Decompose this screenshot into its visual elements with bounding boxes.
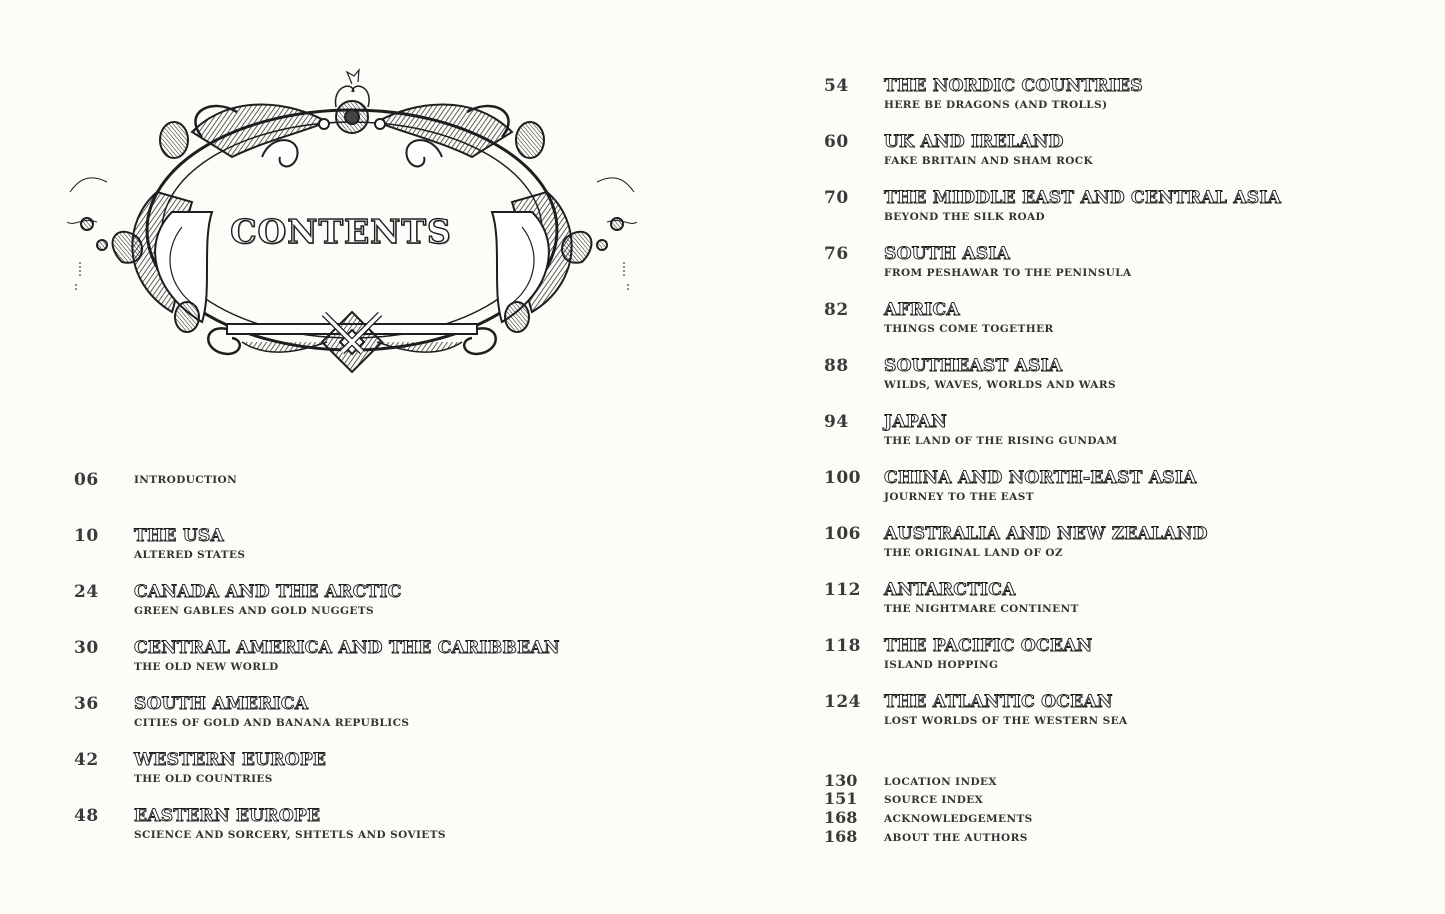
entry-title: CENTRAL AMERICA AND THE CARIBBEAN	[134, 638, 560, 658]
entry-title: THE USA	[134, 526, 224, 546]
entry-subtitle: THE LAND OF THE RISING GUNDAM	[884, 435, 1118, 447]
entry-subtitle: ALTERED STATES	[134, 549, 246, 561]
page-number: 48	[74, 806, 99, 826]
entry-title: ACKNOWLEDGEMENTS	[884, 813, 1033, 825]
entry-title: THE NORDIC COUNTRIES	[884, 76, 1143, 96]
entry-subtitle: HERE BE DRAGONS (AND TROLLS)	[884, 99, 1108, 111]
page-number: 118	[824, 636, 861, 656]
entry-subtitle: LOST WORLDS OF THE WESTERN SEA	[884, 715, 1128, 727]
entry-subtitle: THE OLD NEW WORLD	[134, 661, 279, 673]
page-number: 36	[74, 694, 99, 714]
entry-subtitle: BEYOND THE SILK ROAD	[884, 211, 1046, 223]
entry-subtitle: FAKE BRITAIN AND SHAM ROCK	[884, 155, 1094, 167]
entry-title: ANTARCTICA	[884, 580, 1016, 600]
page-number: 10	[74, 526, 99, 546]
page-number: 54	[824, 76, 849, 96]
page-number: 151	[824, 789, 858, 808]
entry-title: SOUTH ASIA	[884, 244, 1011, 264]
entry-title: THE MIDDLE EAST AND CENTRAL ASIA	[884, 188, 1282, 208]
entry-title: SOUTH AMERICA	[134, 694, 309, 714]
entry-title: LOCATION INDEX	[884, 776, 997, 788]
page-number: 24	[74, 582, 99, 602]
page-number: 06	[74, 470, 99, 490]
entry-title: ABOUT THE AUTHORS	[884, 832, 1028, 844]
entry-title: CANADA AND THE ARCTIC	[134, 582, 402, 602]
page-number: 130	[824, 771, 858, 790]
entry-title: UK AND IRELAND	[884, 132, 1064, 152]
entry-title: AFRICA	[884, 300, 960, 320]
page-number: 106	[824, 524, 861, 544]
page-number: 82	[824, 300, 849, 320]
entry-subtitle: ISLAND HOPPING	[884, 659, 999, 671]
page-number: 100	[824, 468, 861, 488]
entry-subtitle: THINGS COME TOGETHER	[884, 323, 1054, 335]
page-number: 112	[824, 580, 861, 600]
entry-subtitle: THE ORIGINAL LAND OF OZ	[884, 547, 1063, 559]
entry-subtitle: THE OLD COUNTRIES	[134, 773, 273, 785]
entry-subtitle: JOURNEY TO THE EAST	[884, 491, 1034, 503]
page-number: 94	[824, 412, 849, 432]
entry-title: WESTERN EUROPE	[134, 750, 327, 770]
entry-subtitle: CITIES OF GOLD AND BANANA REPUBLICS	[134, 717, 410, 729]
page-number: 76	[824, 244, 849, 264]
page-number: 70	[824, 188, 849, 208]
entry-title: THE ATLANTIC OCEAN	[884, 692, 1113, 712]
entry-title: AUSTRALIA AND NEW ZEALAND	[884, 524, 1208, 544]
entry-title: INTRODUCTION	[134, 474, 238, 486]
entry-title: CHINA AND NORTH-EAST ASIA	[884, 468, 1197, 488]
page-title: CONTENTS	[230, 212, 452, 251]
entry-title: JAPAN	[884, 412, 948, 432]
entry-title: SOUTHEAST ASIA	[884, 356, 1063, 376]
page-number: 88	[824, 356, 849, 376]
page-number: 60	[824, 132, 849, 152]
entry-title: THE PACIFIC OCEAN	[884, 636, 1093, 656]
entry-subtitle: FROM PESHAWAR TO THE PENINSULA	[884, 267, 1132, 279]
entry-subtitle: GREEN GABLES AND GOLD NUGGETS	[134, 605, 375, 617]
page-number: 168	[824, 808, 858, 827]
entry-subtitle: WILDS, WAVES, WORLDS AND WARS	[884, 379, 1116, 391]
page-number: 30	[74, 638, 99, 658]
page-number: 124	[824, 692, 861, 712]
page-number: 42	[74, 750, 99, 770]
entry-title: EASTERN EUROPE	[134, 806, 321, 826]
entry-subtitle: SCIENCE AND SORCERY, SHTETLS AND SOVIETS	[134, 829, 446, 841]
page-number: 168	[824, 827, 858, 846]
entry-subtitle: THE NIGHTMARE CONTINENT	[884, 603, 1079, 615]
entry-title: SOURCE INDEX	[884, 794, 984, 806]
